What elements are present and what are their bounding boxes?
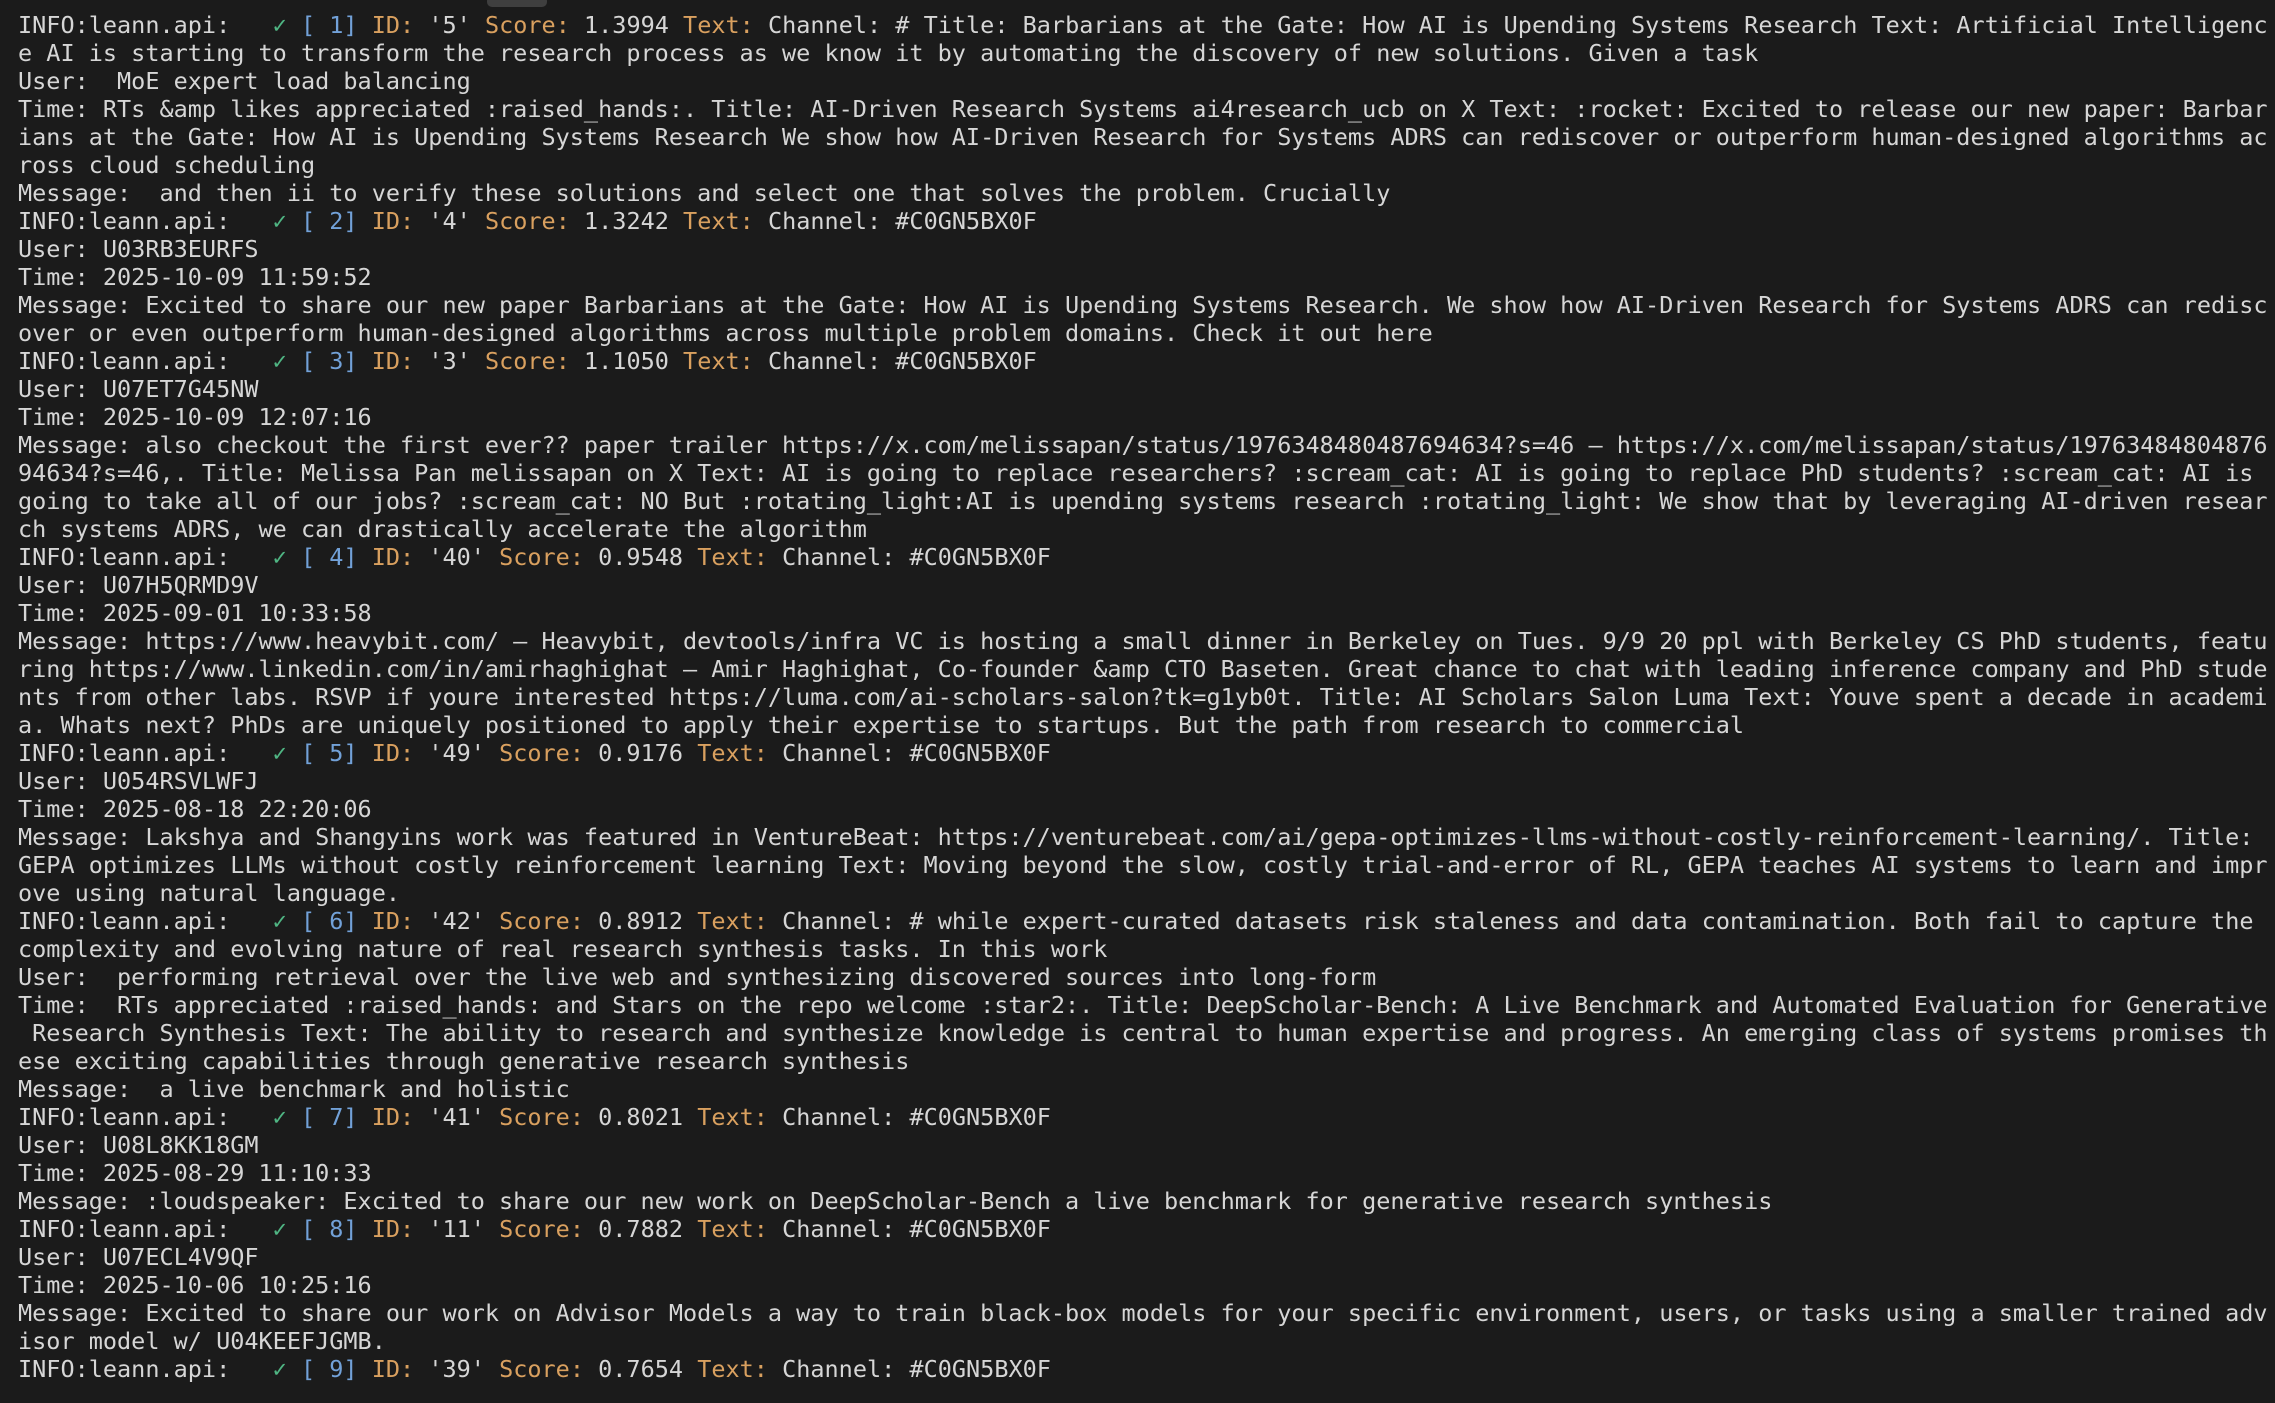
score-label: Score: [484, 207, 570, 235]
log-text-line: over or even outperform human-designed algorithms across multiple problem domains. Check it out here [18, 319, 1433, 347]
log-text-line: User: MoE expert load balancing [18, 67, 471, 95]
log-text-line: a. Whats next? PhDs are uniquely positioned to apply their expertise to startups. But the path from research to commercial [18, 711, 1745, 739]
text-label: Text: [697, 1215, 768, 1243]
score-label: Score: [484, 347, 570, 375]
id-label: ID: [371, 11, 415, 39]
id-label: ID: [371, 907, 415, 935]
log-text-line: e AI is starting to transform the research process as we know it by automating the discovery of new solutions. Given a task [18, 39, 1759, 67]
id-value: '3' [428, 347, 471, 375]
text-label: Text: [697, 1355, 768, 1383]
result-index: [ 4] [300, 543, 358, 571]
log-prefix: INFO:leann.api: [18, 543, 273, 571]
id-value: '42' [428, 907, 485, 935]
check-icon: ✓ [272, 907, 287, 935]
log-info-line [18, 543, 2275, 571]
text-label: Text: [697, 1103, 768, 1131]
check-icon: ✓ [272, 347, 287, 375]
id-label: ID: [371, 739, 415, 767]
score-label: Score: [499, 1103, 584, 1131]
text-label: Text: [683, 207, 754, 235]
text-value: Channel: # Title: Barbarians at the Gate: How AI is Upending Systems Research Text: Artificial Intelligenc [767, 11, 2268, 39]
log-prefix: INFO:leann.api: [18, 347, 273, 375]
log-text-line: Message: Excited to share our work on Advisor Models a way to train black-box models for your specific environment, users, or tasks using a smaller trained adv [18, 1299, 2268, 1327]
log-prefix: INFO:leann.api: [18, 1103, 273, 1131]
id-value: '49' [428, 739, 485, 767]
id-label: ID: [371, 1215, 415, 1243]
log-info-line [18, 347, 2275, 375]
log-info-line [18, 739, 2275, 767]
score-value: 0.8021 [598, 1103, 684, 1131]
score-value: 0.7654 [598, 1355, 684, 1383]
log-text-line: Time: 2025-10-06 10:25:16 [18, 1271, 372, 1299]
check-icon: ✓ [272, 1355, 287, 1383]
log-text-line: Message: also checkout the first ever?? paper trailer https://x.com/melissapan/status/1976348480487694634?s=46 — https://x.com/melissapan/status/19763484804876 [18, 431, 2268, 459]
log-text-line: complexity and evolving nature of real research synthesis tasks. In this work [18, 935, 1108, 963]
log-text-line: ross cloud scheduling [18, 151, 316, 179]
log-text-line: User: U07ECL4V9QF [18, 1243, 259, 1271]
check-icon: ✓ [272, 543, 287, 571]
log-info-line [18, 907, 2275, 935]
score-label: Score: [499, 543, 584, 571]
score-label: Score: [499, 1355, 584, 1383]
log-prefix: INFO:leann.api: [18, 739, 273, 767]
id-label: ID: [371, 347, 415, 375]
log-text-line: GEPA optimizes LLMs without costly reinforcement learning Text: Moving beyond the slow, costly trial-and-error of RL, GEPA teaches AI systems to learn and impr [18, 851, 2268, 879]
log-text-line: ring https://www.linkedin.com/in/amirhaghighat — Amir Haghighat, Co-founder &amp CTO Baseten. Great chance to chat with leading inference company and PhD stude [18, 655, 2268, 683]
log-text-line: Time: 2025-10-09 11:59:52 [18, 263, 372, 291]
score-value: 1.3242 [584, 207, 669, 235]
log-text-line: User: performing retrieval over the live web and synthesizing discovered sources into long-form [18, 963, 1377, 991]
log-text-line: Message: Lakshya and Shangyins work was featured in VentureBeat: https://venturebeat.com/ai/gepa-optimizes-llms-without-costly-reinforcement-learning/. Title: [18, 823, 2254, 851]
id-value: '41' [428, 1103, 485, 1131]
id-value: '11' [428, 1215, 485, 1243]
text-value: Channel: #C0GN5BX0F [782, 543, 1051, 571]
result-index: [ 2] [300, 207, 358, 235]
text-value: Channel: #C0GN5BX0F [782, 1103, 1051, 1131]
log-text-line: going to take all of our jobs? :scream_cat: NO But :rotating_light:AI is upending systems research :rotating_light: We show that by leveraging AI-driven resear [18, 487, 2268, 515]
check-icon: ✓ [272, 1103, 287, 1131]
log-text-line: ians at the Gate: How AI is Upending Systems Research We show how AI-Driven Research for Systems ADRS can rediscover or outperform human-designed algorithms ac [18, 123, 2268, 151]
log-text-line: Time: RTs &amp likes appreciated :raised_hands:. Title: AI-Driven Research Systems ai4research_ucb on X Text: :rocket: Excited to release our new paper: Barbar [18, 95, 2268, 123]
log-text-line: Time: 2025-10-09 12:07:16 [18, 403, 372, 431]
log-text-line: User: U08L8KK18GM [18, 1131, 259, 1159]
log-prefix: INFO:leann.api: [18, 207, 273, 235]
score-value: 0.9176 [598, 739, 684, 767]
log-text-line: User: U03RB3EURFS [18, 235, 259, 263]
log-text-line: User: U054RSVLWFJ [18, 767, 259, 795]
check-icon: ✓ [272, 207, 287, 235]
log-text-line: nts from other labs. RSVP if youre interested https://luma.com/ai-scholars-salon?tk=g1yb0t. Title: AI Scholars Salon Luma Text: Youve spent a decade in academi [18, 683, 2268, 711]
log-text-line: 94634?s=46,. Title: Melissa Pan melissapan on X Text: AI is going to replace researchers? :scream_cat: AI is going to replace PhD students? :scream_cat: AI is [18, 459, 2254, 487]
log-text-line: Message: Excited to share our new paper Barbarians at the Gate: How AI is Upending Systems Research. We show how AI-Driven Research for Systems ADRS can redisc [18, 291, 2268, 319]
id-value: '4' [428, 207, 471, 235]
log-prefix: INFO:leann.api: [18, 1355, 273, 1383]
id-value: '5' [428, 11, 471, 39]
id-label: ID: [371, 1355, 415, 1383]
log-info-line [18, 1355, 2275, 1383]
id-label: ID: [371, 207, 415, 235]
score-value: 0.8912 [598, 907, 684, 935]
text-label: Text: [697, 907, 768, 935]
log-text-line: User: U07H5QRMD9V [18, 571, 259, 599]
text-value: Channel: # while expert-curated datasets risk staleness and data contamination. Both fail to capture the [782, 907, 2254, 935]
log-text-line: Time: 2025-09-01 10:33:58 [18, 599, 372, 627]
text-label: Text: [683, 347, 754, 375]
result-index: [ 1] [300, 11, 358, 39]
log-text-line: Message: a live benchmark and holistic [18, 1075, 570, 1103]
log-prefix: INFO:leann.api: [18, 907, 273, 935]
text-value: Channel: #C0GN5BX0F [782, 1215, 1051, 1243]
log-prefix: INFO:leann.api: [18, 1215, 273, 1243]
log-text-line: Message: https://www.heavybit.com/ — Heavybit, devtools/infra VC is hosting a small dinner in Berkeley on Tues. 9/9 20 ppl with Berkeley CS PhD students, featu [18, 627, 2268, 655]
check-icon: ✓ [272, 1215, 287, 1243]
score-label: Score: [499, 907, 584, 935]
log-text-line: Time: RTs appreciated :raised_hands: and Stars on the repo welcome :star2:. Title: DeepScholar-Bench: A Live Benchmark and Automated Evaluation for Generative [18, 991, 2268, 1019]
log-text-line: Time: 2025-08-18 22:20:06 [18, 795, 372, 823]
log-text-line: Time: 2025-08-29 11:10:33 [18, 1159, 372, 1187]
text-value: Channel: #C0GN5BX0F [782, 739, 1051, 767]
text-label: Text: [697, 739, 768, 767]
result-index: [ 8] [300, 1215, 358, 1243]
result-index: [ 7] [300, 1103, 358, 1131]
result-index: [ 3] [300, 347, 358, 375]
log-text-line: Message: :loudspeaker: Excited to share our new work on DeepScholar-Bench a live benchmark for generative research synthesis [18, 1187, 1773, 1215]
text-value: Channel: #C0GN5BX0F [767, 347, 1037, 375]
score-value: 1.3994 [584, 11, 669, 39]
log-text-line: User: U07ET7G45NW [18, 375, 259, 403]
id-label: ID: [371, 1103, 415, 1131]
log-text-line: Research Synthesis Text: The ability to research and synthesize knowledge is central to human expertise and progress. An emerging class of systems promises th [18, 1019, 2268, 1047]
score-label: Score: [499, 1215, 584, 1243]
result-index: [ 9] [300, 1355, 358, 1383]
text-label: Text: [697, 543, 768, 571]
log-prefix: INFO:leann.api: [18, 11, 273, 39]
id-value: '39' [428, 1355, 485, 1383]
id-label: ID: [371, 543, 415, 571]
log-text-line: ove using natural language. [18, 879, 401, 907]
log-info-line [18, 11, 2275, 39]
log-text-line: ch systems ADRS, we can drastically accelerate the algorithm [18, 515, 867, 543]
check-icon: ✓ [272, 739, 287, 767]
score-label: Score: [499, 739, 584, 767]
text-value: Channel: #C0GN5BX0F [767, 207, 1037, 235]
score-value: 1.1050 [584, 347, 669, 375]
window-tab-artifact [487, 0, 547, 7]
log-text-line: isor model w/ U04KEEFJGMB. [18, 1327, 386, 1355]
score-label: Score: [484, 11, 570, 39]
score-value: 0.7882 [598, 1215, 684, 1243]
log-info-line [18, 207, 2275, 235]
log-text-line: Message: and then ii to verify these solutions and select one that solves the problem. Crucially [18, 179, 1391, 207]
result-index: [ 5] [300, 739, 358, 767]
check-icon: ✓ [272, 11, 287, 39]
log-info-line [18, 1103, 2275, 1131]
text-label: Text: [683, 11, 754, 39]
id-value: '40' [428, 543, 485, 571]
text-value: Channel: #C0GN5BX0F [782, 1355, 1051, 1383]
log-info-line [18, 1215, 2275, 1243]
result-index: [ 6] [300, 907, 358, 935]
score-value: 0.9548 [598, 543, 684, 571]
log-text-line: ese exciting capabilities through generative research synthesis [18, 1047, 910, 1075]
